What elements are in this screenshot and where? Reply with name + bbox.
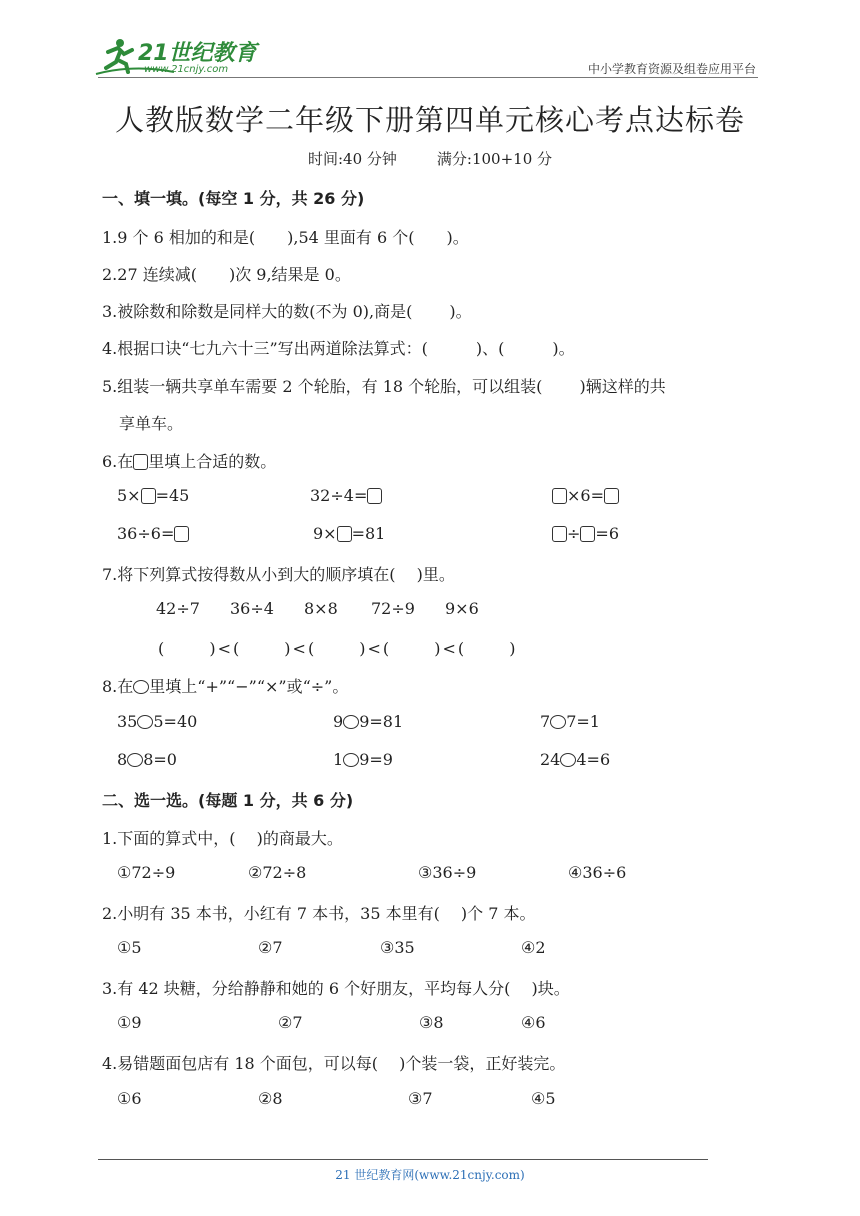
footer-link[interactable]: 21 世纪教育网(www.21cnjy.com) (335, 1168, 525, 1182)
option: ②7 (258, 938, 283, 957)
answer-circle (133, 680, 149, 694)
option: ②8 (258, 1089, 283, 1108)
s1-question-3: 3.被除数和除数是同样大的数(不为 0),商是( )。 (102, 302, 472, 321)
logo-url: www.21cnjy.com (144, 64, 229, 75)
q6-item: ÷ =6 (552, 524, 619, 543)
q6-item: ×6= (552, 486, 619, 505)
answer-box (174, 526, 189, 542)
option: ①6 (117, 1089, 142, 1108)
answer-box (580, 526, 595, 542)
header-platform-text: 中小学教育资源及组卷应用平台 (587, 62, 756, 76)
s1-question-8: 8.在 里填上“+”“−”“×”或“÷”。 (102, 677, 349, 696)
answer-box (552, 488, 567, 504)
option: ③35 (380, 938, 415, 957)
answer-box (367, 488, 382, 504)
q6-item: 5× =45 (117, 486, 190, 505)
option: ③8 (419, 1013, 444, 1032)
option: ①5 (117, 938, 142, 957)
s1-question-7: 7.将下列算式按得数从小到大的顺序填在( )里。 (102, 565, 455, 584)
answer-circle (343, 753, 359, 767)
option: ④2 (521, 938, 546, 957)
option: ④5 (531, 1089, 556, 1108)
section2-heading: 二、选一选。(每题 1 分，共 6 分) (102, 791, 354, 810)
answer-circle (127, 753, 143, 767)
option: ③36÷9 (418, 863, 477, 882)
q7-answer-blanks: ( )<( )<( )<( )<( ) (158, 639, 518, 658)
answer-circle (560, 753, 576, 767)
answer-box (604, 488, 619, 504)
s2-question-3: 3.有 42 块糖，分给静静和她的 6 个好朋友，平均每人分( )块。 (102, 979, 570, 998)
answer-circle (550, 715, 566, 729)
time-limit: 时间:40 分钟 (307, 150, 397, 168)
q6-item: 9× =81 (313, 524, 386, 543)
option: ①9 (117, 1013, 142, 1032)
answer-box (141, 488, 156, 504)
q6-item: 32÷4= (310, 486, 382, 505)
q7-expr: 9×6 (445, 599, 479, 618)
q7-expr: 8×8 (304, 599, 338, 618)
s1-question-4: 4.根据口诀“七九六十三”写出两道除法算式：( )、( )。 (102, 339, 575, 358)
option: ③7 (408, 1089, 433, 1108)
s2-question-4: 4.易错题面包店有 18 个面包，可以每( )个装一袋，正好装完。 (102, 1054, 566, 1073)
full-score: 满分:100+10 分 (436, 150, 553, 168)
q7-expr: 36÷4 (230, 599, 274, 618)
header-divider (98, 77, 758, 78)
q8-item: 24 4=6 (540, 750, 611, 769)
q8-item: 1 9=9 (333, 750, 393, 769)
subtitle (0, 148, 860, 169)
answer-box (337, 526, 352, 542)
footer-divider (98, 1159, 708, 1160)
logo-text: 21世纪教育 (138, 41, 257, 66)
option: ①72÷9 (117, 863, 176, 882)
q8-item: 35 5=40 (117, 712, 198, 731)
answer-circle (137, 715, 153, 729)
s2-question-2: 2.小明有 35 本书，小红有 7 本书，35 本里有( )个 7 本。 (102, 904, 536, 923)
s1-question-6: 6.在 里填上合适的数。 (102, 452, 277, 471)
section1-heading: 一、填一填。(每空 1 分，共 26 分) (102, 189, 365, 208)
s1-question-1: 1.9 个 6 相加的和是( ),54 里面有 6 个( )。 (102, 228, 469, 247)
option: ④36÷6 (568, 863, 627, 882)
q7-expr: 42÷7 (156, 599, 200, 618)
q6-item: 36÷6= (117, 524, 189, 543)
q8-item: 9 9=81 (333, 712, 404, 731)
logo (94, 34, 264, 78)
s1-question-2: 2.27 连续减( )次 9,结果是 0。 (102, 265, 351, 284)
option: ②7 (278, 1013, 303, 1032)
option: ④6 (521, 1013, 546, 1032)
answer-box (133, 454, 148, 470)
option: ②72÷8 (248, 863, 307, 882)
s1-question-5-line2: 享单车。 (119, 414, 184, 433)
answer-circle (343, 715, 359, 729)
q8-item: 8 8=0 (117, 750, 177, 769)
page-title: 人教版数学二年级下册第四单元核心考点达标卷 (114, 103, 745, 137)
s1-question-5-line1: 5.组装一辆共享单车需要 2 个轮胎，有 18 个轮胎，可以组装( )辆这样的共 (102, 377, 666, 396)
q7-expr: 72÷9 (371, 599, 415, 618)
s2-question-1: 1.下面的算式中，( )的商最大。 (102, 829, 343, 848)
q8-item: 7 7=1 (540, 712, 600, 731)
answer-box (552, 526, 567, 542)
